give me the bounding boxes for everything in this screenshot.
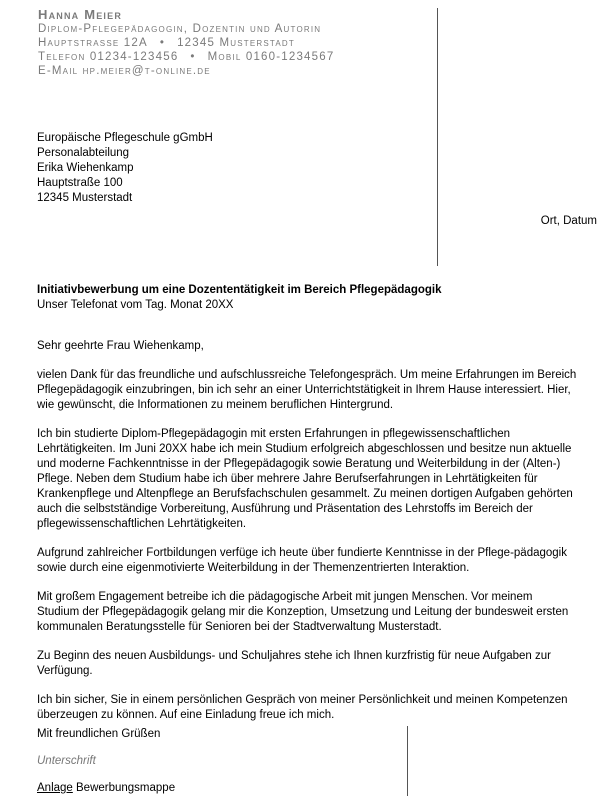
sender-mobile: Mobil 0160-1234567 <box>207 51 335 63</box>
letterhead <box>38 8 334 78</box>
attachment-line <box>37 782 175 794</box>
sender-name: Hanna Meier <box>38 7 123 22</box>
subject <box>37 283 442 313</box>
paragraph: Mit großem Engagement betreibe ich die pädagogische Arbeit mit jungen Menschen. Vor meinem Studium der Pflegepädagogik gelang mir die Konzeption, Umsetzung und Leitung der bundesweit ersten kommunalen Beratungsstelle für Senioren bei der Stadtverwaltung Musterstadt. <box>37 591 569 633</box>
place-date: Ort, Datum <box>540 215 597 227</box>
sender-title: Diplom-Pflegepädagogin, Dozentin und Autorin <box>38 23 322 35</box>
recipient-address <box>37 131 213 206</box>
sender-street: Hauptstrasse 12A <box>38 37 148 49</box>
letter-body <box>37 339 577 737</box>
fold-mark-top <box>437 8 438 266</box>
sender-email: E-Mail hp.meier@t-online.de <box>38 65 211 77</box>
paragraph: Aufgrund zahlreicher Fortbildungen verfüge ich heute über fundierte Kenntnisse in der Pflege-pädagogik sowie durch eine eigenmotivierte Weiterbildung in der Themenzentrierten Interaktion. <box>37 547 567 574</box>
salutation: Sehr geehrte Frau Wiehenkamp, <box>37 340 204 352</box>
attachment-text: Bewerbungsmappe <box>72 782 176 794</box>
signature-placeholder: Unterschrift <box>37 755 96 767</box>
sender-address <box>38 36 334 50</box>
attachment-label: Anlage <box>37 782 73 794</box>
closing: Mit freundlichen Grüßen <box>37 728 161 740</box>
recipient-line: Erika Wiehenkamp <box>37 162 134 174</box>
reference-line: Unser Telefonat vom Tag. Monat 20XX <box>37 299 234 311</box>
paragraph: Ich bin studierte Diplom-Pflegepädagogin mit ersten Erfahrungen in pflegewissenschaftlichen Lehrtätigkeiten. Im Juni 20XX habe ich mein Studium erfolgreich abgeschlossen und besitze nun aktuelle und moderne Fachkenntnisse in der Pflegepädagogik sowie Beratung und Weiterbildung in der (Alten-) Pflege. Neben dem Studium habe ich über mehrere Jahre Berufserfahrungen in Lehrtätigkeiten für Krankenpflege und Altenpflege an Berufsfachschulen gesammelt. Zu meinen dortigen Aufgaben gehörten auch die selbstständige Vorbereitung, Ausführung und Präsentation des Lehrstoffs im Bereich der pflegewissenschaftlichen Lehrtätigkeiten. <box>37 428 573 530</box>
recipient-line: Hauptstraße 100 <box>37 177 123 189</box>
separator-bullet: • <box>159 37 166 49</box>
subject-line: Initiativbewerbung um eine Dozententätigkeit im Bereich Pflegepädagogik <box>37 284 442 296</box>
paragraph: Ich bin sicher, Sie in einem persönlichen Gespräch von meiner Persönlichkeit und meinen Kompetenzen überzeugen zu können. Auf eine Einladung freue ich mich. <box>37 694 568 721</box>
paragraph: Zu Beginn des neuen Ausbildungs- und Schuljahres stehe ich Ihnen kurzfristig für neue Aufgaben zur Verfügung. <box>37 650 552 677</box>
recipient-line: 12345 Musterstadt <box>37 192 133 204</box>
sender-contact <box>38 50 334 64</box>
sender-phone: Telefon 01234-123456 <box>38 51 179 63</box>
sender-city: 12345 Musterstadt <box>177 37 295 49</box>
paragraph: vielen Dank für das freundliche und aufschlussreiche Telefongespräch. Um meine Erfahrungen im Bereich Pflegepädagogik einzubringen, bin ich sehr an einer Unterrichtstätigkeit in Ihrem Hause interessiert. Hier, wie gewünscht, die Informationen zu meinem beruflichen Hintergrund. <box>37 369 577 411</box>
recipient-line: Europäische Pflegeschule gGmbH <box>37 132 213 144</box>
separator-bullet: • <box>190 51 196 63</box>
recipient-line: Personalabteilung <box>37 147 130 159</box>
